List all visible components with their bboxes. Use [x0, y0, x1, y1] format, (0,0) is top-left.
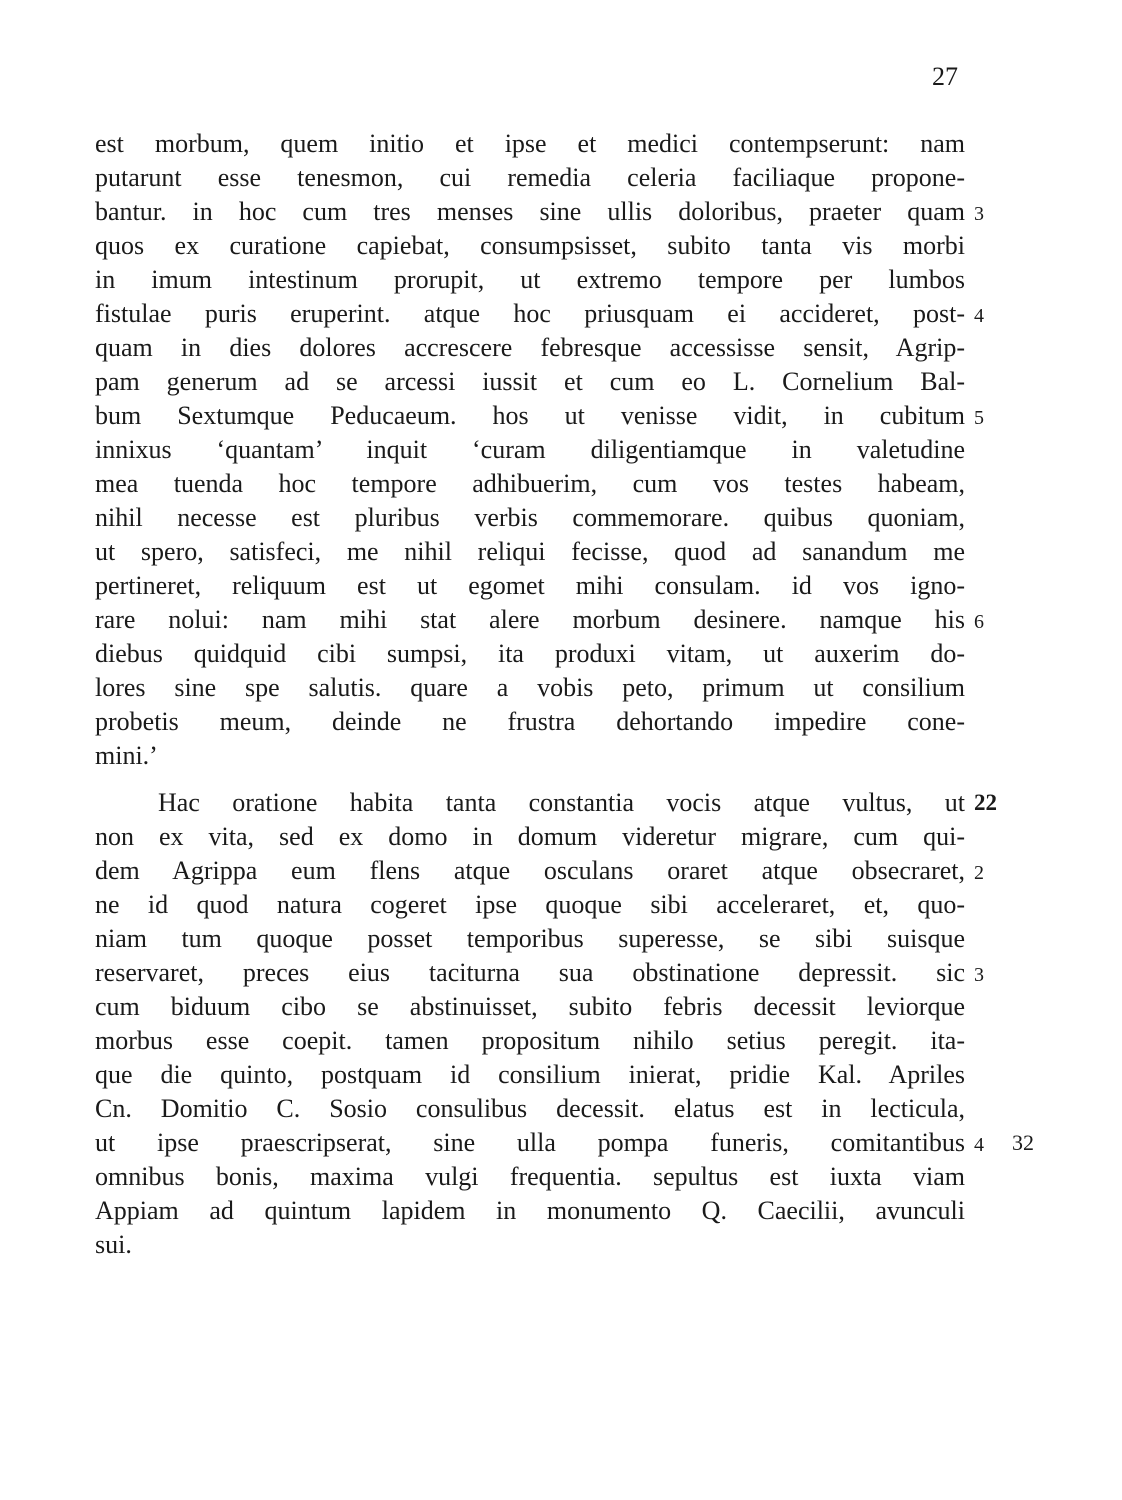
text-line-7: quam in dies dolores accrescere febresque accessisse sensit, Agrip-: [95, 333, 965, 362]
text-line-13: ut spero, satisfeci, me nihil reliqui fecisse, quod ad sanandum me: [95, 537, 965, 566]
margin-chapter-number: 22: [974, 790, 997, 815]
text-line-20: Hac oratione habita tanta constantia vocis atque vultus, ut: [158, 788, 965, 817]
margin-section-number: 6: [974, 611, 984, 633]
text-line-2: putarunt esse tenesmon, cui remedia celeria faciliaque propone-: [95, 163, 965, 192]
text-line-8: pam generum ad se arcessi iussit et cum eo L. Cornelium Bal-: [95, 367, 965, 396]
margin-section-number: 5: [974, 407, 984, 429]
text-line-11: mea tuenda hoc tempore adhibuerim, cum vos testes habeam,: [95, 469, 965, 498]
text-line-10: innixus ‘quantam’ inquit ‘curam diligentiamque in valetudine: [95, 435, 965, 464]
text-line-31: omnibus bonis, maxima vulgi frequentia. sepultus est iuxta viam: [95, 1162, 965, 1191]
text-line-22: dem Agrippa eum flens atque osculans oraret atque obsecraret,: [95, 856, 965, 885]
text-line-30: ut ipse praescripserat, sine ulla pompa funeris, comitantibus: [95, 1128, 965, 1157]
margin-reference-number: 32: [1012, 1130, 1034, 1155]
margin-section-number: 2: [974, 862, 984, 884]
page-number: 27: [932, 62, 958, 91]
text-line-12: nihil necesse est pluribus verbis commemorare. quibus quoniam,: [95, 503, 965, 532]
text-line-15: rare nolui: nam mihi stat alere morbum desinere. namque his: [95, 605, 965, 634]
text-line-26: cum biduum cibo se abstinuisset, subito febris decessit leviorque: [95, 992, 965, 1021]
text-line-27: morbus esse coepit. tamen propositum nihilo setius peregit. ita-: [95, 1026, 965, 1055]
text-line-6: fistulae puris eruperint. atque hoc priusquam ei accideret, post-: [95, 299, 965, 328]
text-line-23: ne id quod natura cogeret ipse quoque sibi acceleraret, et, quo-: [95, 890, 965, 919]
text-line-33: sui.: [95, 1230, 132, 1259]
text-line-4: quos ex curatione capiebat, consumpsisset, subito tanta vis morbi: [95, 231, 965, 260]
text-line-32: Appiam ad quintum lapidem in monumento Q. Caecilii, avunculi: [95, 1196, 965, 1225]
text-line-16: diebus quidquid cibi sumpsi, ita produxi vitam, ut auxerim do-: [95, 639, 965, 668]
margin-section-number: 4: [974, 1134, 984, 1156]
margin-section-number: 3: [974, 964, 984, 986]
text-line-21: non ex vita, sed ex domo in domum videretur migrare, cum qui-: [95, 822, 965, 851]
margin-section-number: 3: [974, 203, 984, 225]
text-line-19: mini.’: [95, 741, 158, 770]
text-line-5: in imum intestinum prorupit, ut extremo tempore per lumbos: [95, 265, 965, 294]
text-line-14: pertineret, reliquum est ut egomet mihi consulam. id vos igno-: [95, 571, 965, 600]
text-line-25: reservaret, preces eius taciturna sua obstinatione depressit. sic: [95, 958, 965, 987]
text-line-18: probetis meum, deinde ne frustra dehortando impedire cone-: [95, 707, 965, 736]
text-line-3: bantur. in hoc cum tres menses sine ullis doloribus, praeter quam: [95, 197, 965, 226]
text-line-29: Cn. Domitio C. Sosio consulibus decessit. elatus est in lecticula,: [95, 1094, 965, 1123]
text-line-17: lores sine spe salutis. quare a vobis peto, primum ut consilium: [95, 673, 965, 702]
text-line-24: niam tum quoque posset temporibus superesse, se sibi suisque: [95, 924, 965, 953]
margin-section-number: 4: [974, 305, 984, 327]
text-line-1: est morbum, quem initio et ipse et medici contempserunt: nam: [95, 129, 965, 158]
text-line-9: bum Sextumque Peducaeum. hos ut venisse vidit, in cubitum: [95, 401, 965, 430]
text-line-28: que die quinto, postquam id consilium inierat, pridie Kal. Apriles: [95, 1060, 965, 1089]
